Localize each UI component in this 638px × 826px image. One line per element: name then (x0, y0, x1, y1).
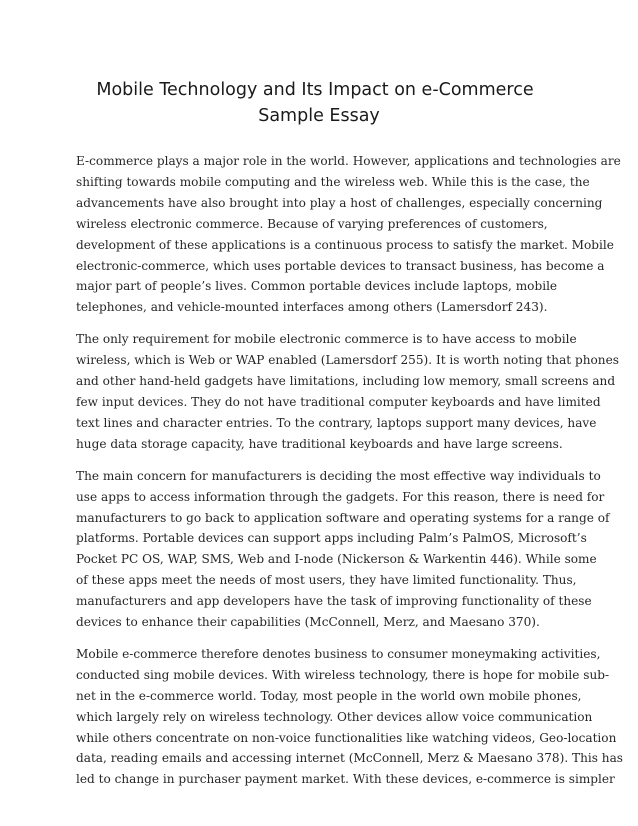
essay-body (76, 151, 623, 801)
text-line: The main concern for manufacturers is deciding the most effective way individuals to (76, 468, 601, 483)
text-line: text lines and character entries. To the contrary, laptops support many devices, have (76, 415, 597, 430)
text-line: electronic-commerce, which uses portable devices to transact business, has become a (76, 258, 605, 273)
text-line: devices to enhance their capabilities (McConnell, Merz, and Maesano 370). (76, 615, 540, 630)
text-line: major part of people’s lives. Common portable devices include laptops, mobile (76, 279, 558, 294)
text-line: wireless, which is Web or WAP enabled (Lamersdorf 255). It is worth noting that phones (76, 353, 619, 368)
title-line-2: Sample Essay (258, 106, 380, 126)
text-line: led to change in purchaser payment market. With these devices, e-commerce is simpler (76, 772, 615, 787)
text-line: which largely rely on wireless technology. Other devices allow voice communication (76, 709, 593, 724)
essay-title (0, 77, 638, 129)
text-line: Pocket PC OS, WAP, SMS, Web and I-node (Nickerson & Warkentin 446). While some (76, 552, 597, 567)
text-line: wireless electronic commerce. Because of varying preferences of customers, (76, 216, 548, 231)
paragraph-4 (76, 644, 623, 790)
paragraph-2 (76, 329, 619, 454)
title-line-1: Mobile Technology and Its Impact on e-Commerce (96, 80, 534, 100)
text-line: use apps to access information through the gadgets. For this reason, there is need for (76, 489, 605, 504)
text-line: while others concentrate on non-voice functionalities like watching videos, Geo-location (76, 730, 617, 745)
text-line: telephones, and vehicle-mounted interfaces among others (Lamersdorf 243). (76, 300, 548, 315)
text-line: few input devices. They do not have traditional computer keyboards and have limited (76, 394, 601, 409)
text-line: net in the e-commerce world. Today, most people in the world own mobile phones, (76, 688, 582, 703)
text-line: The only requirement for mobile electronic commerce is to have access to mobile (76, 332, 577, 347)
text-line: shifting towards mobile computing and the wireless web. While this is the case, the (76, 174, 590, 189)
paragraph-3 (76, 466, 610, 633)
text-line: and other hand-held gadgets have limitations, including low memory, small screens and (76, 374, 616, 389)
paragraph-1 (76, 151, 621, 318)
text-line: huge data storage capacity, have traditional keyboards and have large screens. (76, 436, 563, 451)
text-line: advancements have also brought into play a host of challenges, especially concerning (76, 195, 603, 210)
text-line: data, reading emails and accessing internet (McConnell, Merz & Maesano 378). This has (76, 751, 623, 766)
text-line: platforms. Portable devices can support apps including Palm’s PalmOS, Microsoft’s (76, 531, 587, 546)
text-line: development of these applications is a continuous process to satisfy the market. Mobile (76, 237, 614, 252)
text-line: E-commerce plays a major role in the world. However, applications and technologies are (76, 154, 621, 168)
text-line: of these apps meet the needs of most users, they have limited functionality. Thus, (76, 573, 577, 588)
text-line: conducted sing mobile devices. With wireless technology, there is hope for mobile sub- (76, 667, 610, 682)
text-line: manufacturers to go back to application software and operating systems for a range of (76, 510, 610, 525)
text-line: manufacturers and app developers have the task of improving functionality of these (76, 594, 592, 609)
text-line: Mobile e-commerce therefore denotes business to consumer moneymaking activities, (76, 646, 601, 661)
